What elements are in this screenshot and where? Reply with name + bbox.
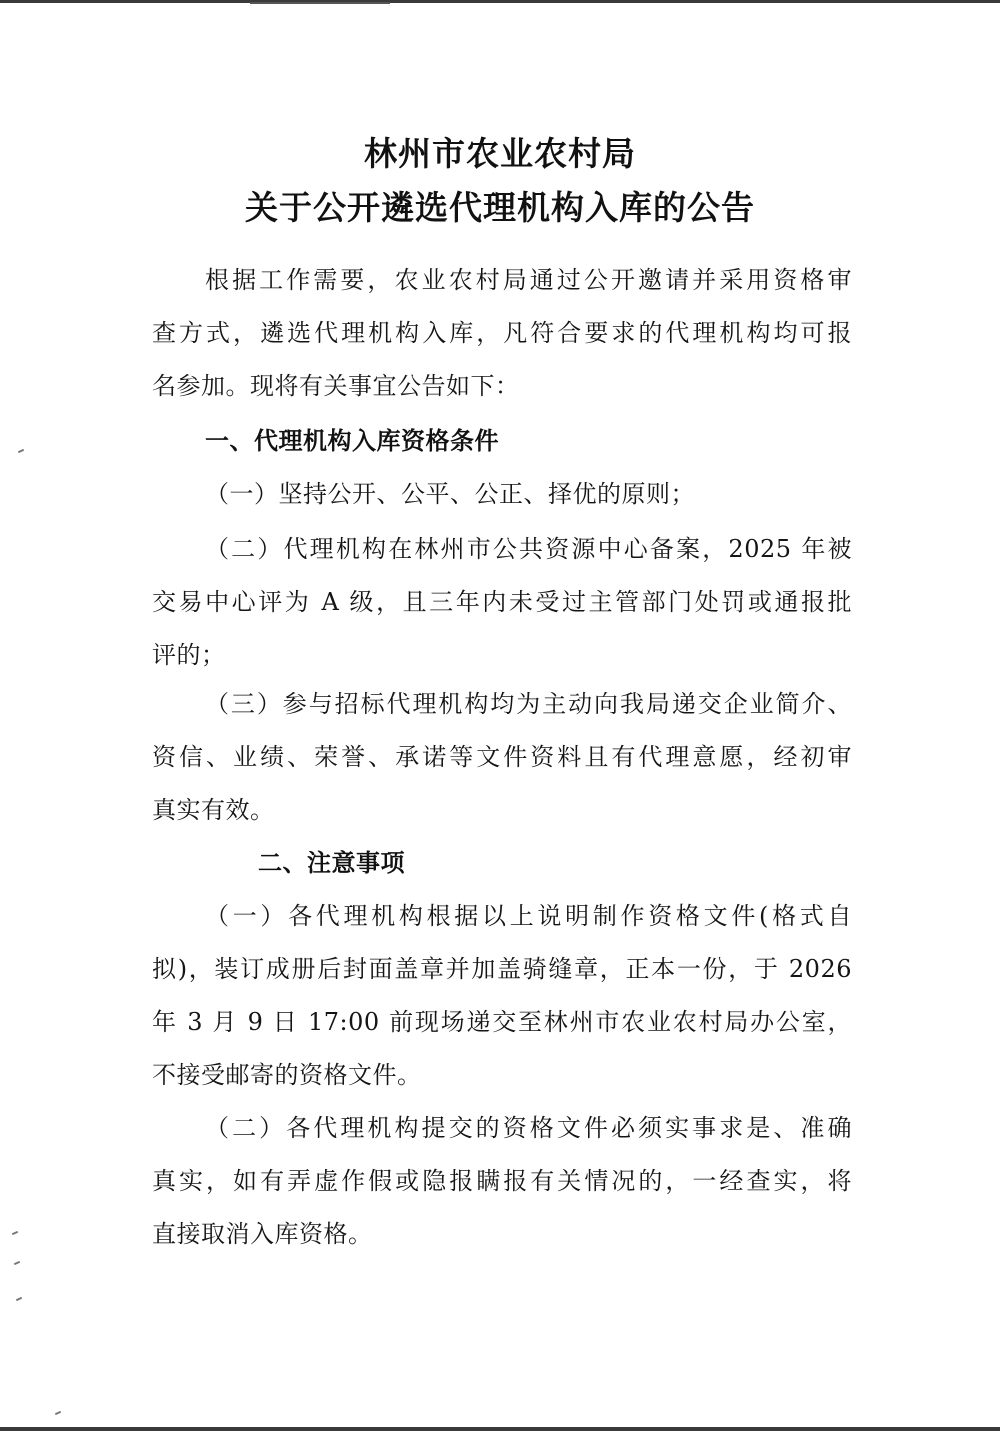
scan-speck bbox=[14, 1261, 20, 1265]
section1-item1-line: （一）坚持公开、公平、公正、择优的原则； bbox=[205, 480, 695, 508]
scan-edge-top bbox=[0, 0, 1000, 3]
document-title-line2: 关于公开遴选代理机构入库的公告 bbox=[245, 188, 755, 227]
section2-item1-line: （一）各代理机构根据以上说明制作资格文件(格式自 bbox=[205, 902, 852, 930]
section1-item2-line: （二）代理机构在林州市公共资源中心备案，2025 年被 bbox=[205, 535, 852, 563]
section2-item1-line: 拟)，装订成册后封面盖章并加盖骑缝章，正本一份，于 2026 bbox=[152, 955, 852, 983]
section-heading-2: 二、注意事项 bbox=[258, 849, 405, 877]
section1-item3-line: 资信、业绩、荣誉、承诺等文件资料且有代理意愿，经初审 bbox=[152, 743, 852, 771]
section2-item1-line: 年 3 月 9 日 17:00 前现场递交至林州市农业农村局办公室， bbox=[152, 1008, 852, 1036]
intro-line: 名参加。现将有关事宜公告如下： bbox=[152, 372, 520, 400]
scan-edge-bottom bbox=[0, 1427, 1000, 1431]
section1-item2-line: 评的； bbox=[152, 641, 226, 669]
document-title-line1: 林州市农业农村局 bbox=[364, 134, 636, 173]
section2-item2-line: 真实，如有弄虚作假或隐报瞒报有关情况的，一经查实，将 bbox=[152, 1167, 852, 1195]
section1-item3-line: （三）参与招标代理机构均为主动向我局递交企业简介、 bbox=[205, 690, 852, 718]
section2-item2-line: 直接取消入库资格。 bbox=[152, 1220, 373, 1248]
section2-item1-line: 不接受邮寄的资格文件。 bbox=[152, 1061, 422, 1089]
section-heading-1: 一、代理机构入库资格条件 bbox=[205, 427, 499, 455]
scan-speck bbox=[12, 1231, 18, 1235]
scan-speck bbox=[18, 449, 24, 453]
section1-item2-line: 交易中心评为 A 级，且三年内未受过主管部门处罚或通报批 bbox=[152, 588, 852, 616]
scan-mark-top bbox=[250, 2, 390, 4]
section1-item3-line: 真实有效。 bbox=[152, 796, 275, 824]
scan-speck bbox=[16, 1297, 22, 1301]
intro-line: 根据工作需要，农业农村局通过公开邀请并采用资格审 bbox=[205, 266, 852, 294]
scan-speck bbox=[55, 1411, 61, 1415]
section2-item2-line: （二）各代理机构提交的资格文件必须实事求是、准确 bbox=[205, 1114, 852, 1142]
intro-line: 查方式，遴选代理机构入库，凡符合要求的代理机构均可报 bbox=[152, 319, 852, 347]
